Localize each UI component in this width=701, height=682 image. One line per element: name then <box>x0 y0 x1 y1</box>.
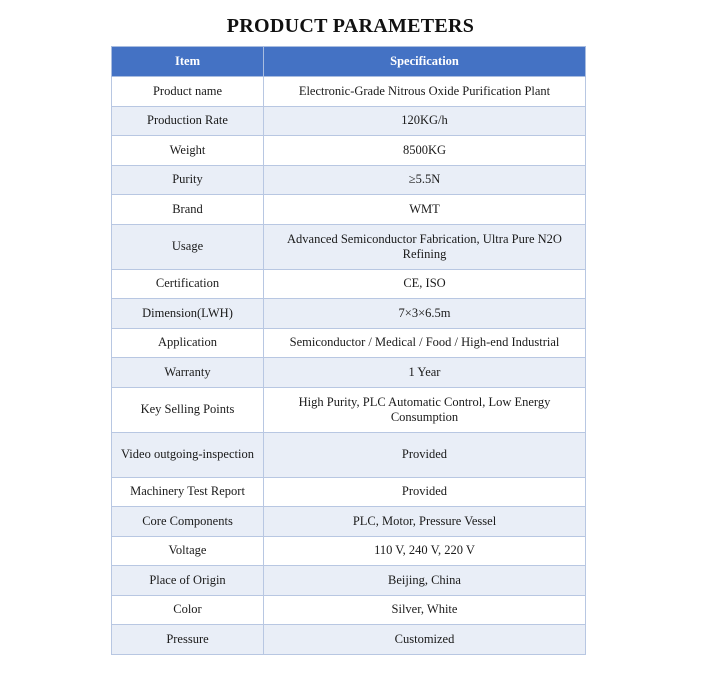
table-row <box>112 269 586 299</box>
row-value: Provided <box>264 432 586 477</box>
table-row <box>112 224 586 269</box>
table-row <box>112 195 586 225</box>
row-value: 1 Year <box>264 358 586 388</box>
row-label: Purity <box>112 165 264 195</box>
row-label: Certification <box>112 269 264 299</box>
table-header-row <box>112 47 586 77</box>
row-value: PLC, Motor, Pressure Vessel <box>264 507 586 537</box>
table-row <box>112 358 586 388</box>
row-value: Customized <box>264 625 586 655</box>
table-row <box>112 136 586 166</box>
table-row <box>112 595 586 625</box>
table-row <box>112 106 586 136</box>
row-label: Usage <box>112 224 264 269</box>
row-label: Color <box>112 595 264 625</box>
table-row <box>112 328 586 358</box>
row-value: Provided <box>264 477 586 507</box>
row-value: 110 V, 240 V, 220 V <box>264 536 586 566</box>
table-row <box>112 432 586 477</box>
row-value: WMT <box>264 195 586 225</box>
row-label: Place of Origin <box>112 566 264 596</box>
row-value: Silver, White <box>264 595 586 625</box>
row-label: Pressure <box>112 625 264 655</box>
row-value: ≥5.5N <box>264 165 586 195</box>
row-value: 8500KG <box>264 136 586 166</box>
row-label: Warranty <box>112 358 264 388</box>
row-label: Key Selling Points <box>112 387 264 432</box>
row-label: Brand <box>112 195 264 225</box>
row-value: CE, ISO <box>264 269 586 299</box>
row-label: Dimension(LWH) <box>112 299 264 329</box>
column-header-item: Item <box>112 47 264 77</box>
row-value: Beijing, China <box>264 566 586 596</box>
row-label: Video outgoing-inspection <box>112 432 264 477</box>
row-label: Core Components <box>112 507 264 537</box>
row-label: Production Rate <box>112 106 264 136</box>
table-row <box>112 299 586 329</box>
row-label: Product name <box>112 77 264 107</box>
row-value: Semiconductor / Medical / Food / High-end Industrial <box>264 328 586 358</box>
row-label: Weight <box>112 136 264 166</box>
table-row <box>112 566 586 596</box>
page-title: PRODUCT PARAMETERS <box>226 15 475 37</box>
row-value: 7×3×6.5m <box>264 299 586 329</box>
row-value: Advanced Semiconductor Fabrication, Ultra Pure N2O Refining <box>264 224 586 269</box>
table-row <box>112 387 586 432</box>
row-value: Electronic-Grade Nitrous Oxide Purification Plant <box>264 77 586 107</box>
table-row <box>112 625 586 655</box>
table-row <box>112 507 586 537</box>
row-label: Application <box>112 328 264 358</box>
row-value: 120KG/h <box>264 106 586 136</box>
row-label: Voltage <box>112 536 264 566</box>
row-label: Machinery Test Report <box>112 477 264 507</box>
table-row <box>112 165 586 195</box>
table-row <box>112 477 586 507</box>
table-row <box>112 536 586 566</box>
parameters-table <box>111 46 586 655</box>
table-row <box>112 77 586 107</box>
column-header-specification: Specification <box>264 47 586 77</box>
row-value: High Purity, PLC Automatic Control, Low Energy Consumption <box>264 387 586 432</box>
